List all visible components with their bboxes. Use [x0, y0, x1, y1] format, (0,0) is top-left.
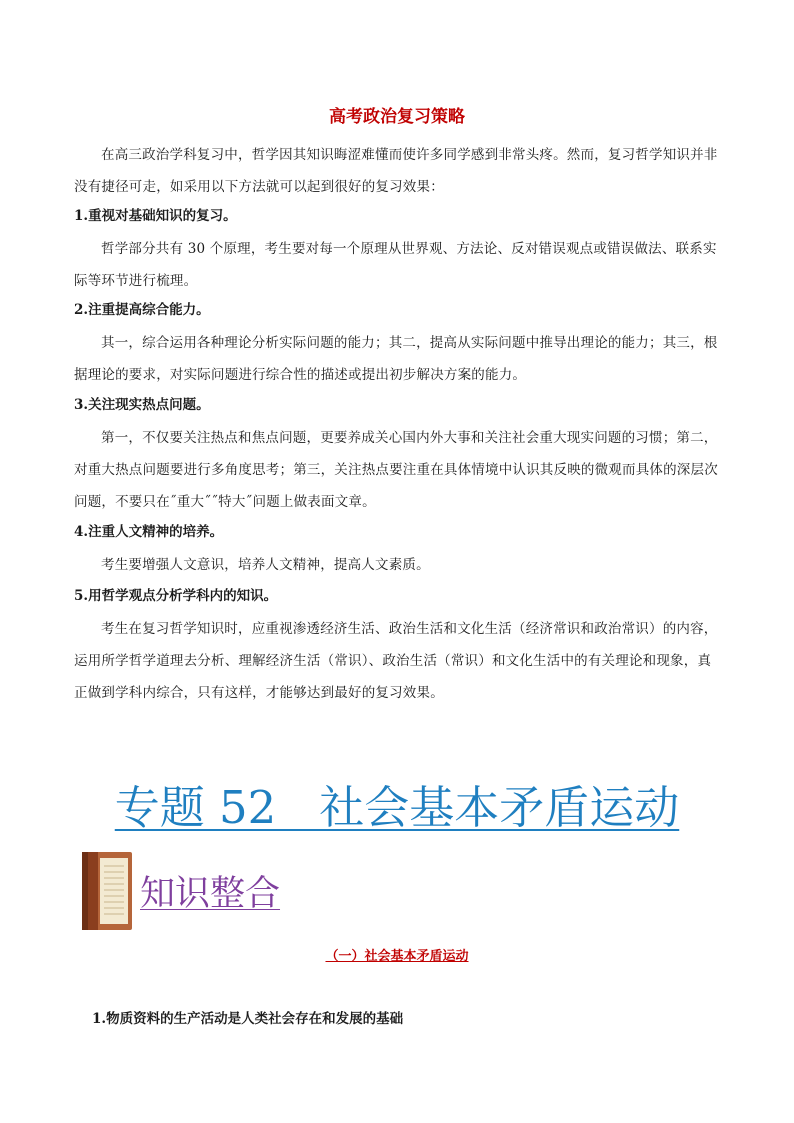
- item-5-heading: 5.用哲学观点分析学科内的知识。: [74, 588, 278, 604]
- item-5-body: 考生在复习哲学知识时，应重视渗透经济生活、政治生活和文化生活（经济常识和政治常识）的内容，运用所学哲学道理去分析、理解经济生活（常识）、政治生活（常识）和文化生活中的有关理论和现象，真正做到学科内综合，只有这样，才能够达到最好的复习效果。: [74, 621, 718, 701]
- item-1-body: 哲学部分共有 30 个原理，考生要对每一个原理从世界观、方法论、反对错误观点或错误做法、联系实际等环节进行梳理。: [74, 241, 717, 289]
- item-3-body: 第一，不仅要关注热点和焦点问题，更要养成关心国内外大事和关注社会重大现实问题的习惯；第二，对重大热点问题要进行多角度思考；第三，关注热点要注重在具体情境中认识其反映的微观而具体的深层次问题，不要只在˝重大˝˝特大˝问题上做表面文章。: [74, 430, 718, 510]
- item-4-heading: 4.注重人文精神的培养。: [74, 524, 224, 540]
- item-2-heading: 2.注重提高综合能力。: [74, 302, 210, 318]
- item-4-body: 考生要增强人文意识，培养人文精神，提高人文素质。: [101, 557, 430, 573]
- item-2-body: 其一，综合运用各种理论分析实际问题的能力；其二，提高从实际问题中推导出理论的能力；其三，根据理论的要求，对实际问题进行综合性的描述或提出初步解决方案的能力。: [74, 335, 718, 383]
- page-title: 高考政治复习策略: [329, 107, 465, 127]
- intro-paragraph: 在高三政治学科复习中，哲学因其知识晦涩难懂而使许多同学感到非常头疼。然而，复习哲学知识并非没有捷径可走，如采用以下方法就可以起到很好的复习效果：: [74, 147, 718, 195]
- item-1-heading: 1.重视对基础知识的复习。: [74, 208, 237, 224]
- book-icon: [80, 850, 136, 932]
- section-label: 知识整合: [140, 874, 281, 914]
- subsection-heading: （一）社会基本矛盾运动: [325, 949, 469, 964]
- point-1: 1.物质资料的生产活动是人类社会存在和发展的基础: [92, 1011, 404, 1027]
- topic-title: 专题 52 社会基本矛盾运动: [114, 781, 680, 834]
- item-3-heading: 3.关注现实热点问题。: [74, 397, 210, 413]
